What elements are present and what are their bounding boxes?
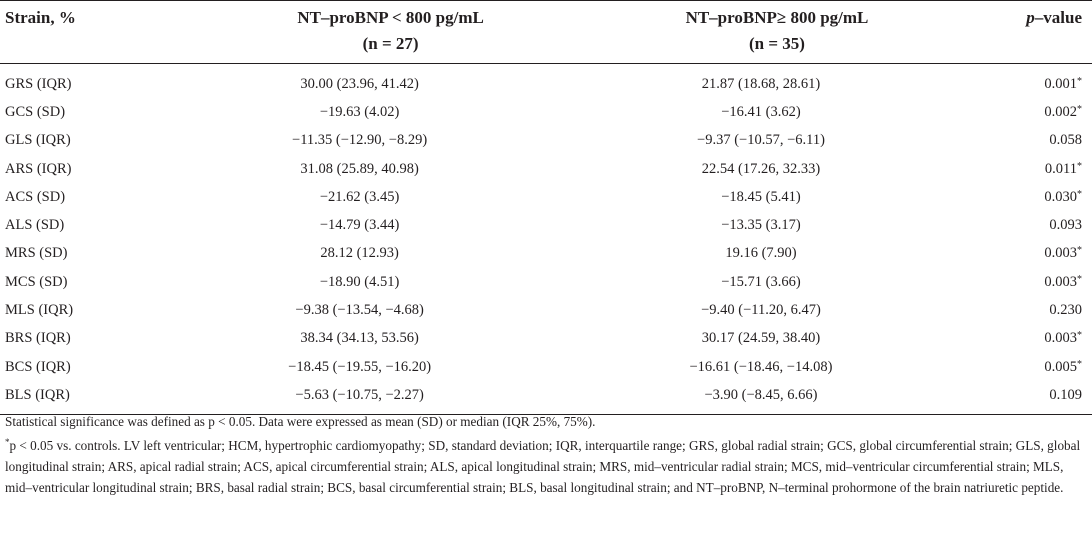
group-low-cell: −18.90 (4.51) [319,273,400,290]
table-row [0,268,1092,296]
strain-cell: GRS (IQR) [5,75,72,92]
table-row [0,183,1092,211]
pvalue-cell [963,381,1092,414]
group-low-cell: 31.08 (25.89, 40.98) [300,160,419,177]
group-low-cell: −18.45 (−19.55, −16.20) [288,358,432,375]
group-low-cell: −14.79 (3.44) [319,217,400,234]
pvalue-cell [963,64,1092,99]
significance-star: * [1077,160,1082,172]
table-row [0,296,1092,324]
table-row [0,64,1092,99]
group-high-cell: −3.90 (−8.45, 6.66) [591,381,962,414]
group-high-cell: −15.71 (3.66) [721,273,801,290]
pvalue-value: 0.003 [1044,245,1077,262]
pvalue-value: 0.230 [1049,302,1082,319]
strain-cell: BCS (IQR) [5,358,71,375]
pvalue-cell [963,183,1092,211]
header-row [0,1,1092,64]
group-low-cell: 30.00 (23.96, 41.42) [300,75,419,92]
header-group-high-n: (n = 35) [748,34,805,53]
header-pvalue-p: p [1026,8,1035,27]
table-row [0,127,1092,155]
pvalue-value: 0.002 [1044,103,1077,120]
group-high-cell: 19.16 (7.90) [725,245,797,262]
significance-star: * [1077,273,1082,285]
strain-cell: BLS (IQR) [0,381,190,414]
group-high-cell: −16.41 (3.62) [721,103,801,120]
group-low-cell: −21.62 (3.45) [319,188,400,205]
strain-cell: GLS (IQR) [5,132,71,149]
notes-footnote [5,432,1085,498]
table-row [0,325,1092,353]
strain-cell: BRS (IQR) [5,330,71,347]
pvalue-cell [963,98,1092,126]
pvalue-cell [963,155,1092,183]
strain-cell: GCS (SD) [5,103,66,120]
pvalue-cell [963,296,1092,324]
pvalue-cell [963,325,1092,353]
strain-cell: MLS (IQR) [5,302,74,319]
header-pvalue-rest: –value [1034,8,1082,27]
group-high-cell: −16.61 (−18.46, −14.08) [689,358,833,375]
pvalue-value: 0.109 [1049,386,1082,403]
table-row [0,211,1092,239]
significance-star: * [1077,75,1082,87]
table-body [0,64,1092,415]
table-row [0,381,1092,414]
header-group-high-title: NT–proBNP≥ 800 pg/mL [685,8,869,27]
strain-cell: ARS (IQR) [5,160,72,177]
pvalue-value: 0.001 [1044,75,1077,92]
pvalue-value: 0.093 [1049,217,1082,234]
group-high-cell: −13.35 (3.17) [721,217,801,234]
group-low-cell: 28.12 (12.93) [320,245,399,262]
significance-star: * [1077,245,1082,257]
significance-star: * [1077,330,1082,342]
pvalue-value: 0.003 [1044,330,1077,347]
notes-significance: Statistical significance was defined as p < 0.05. Data were expressed as mean (SD) or median (IQR 25%, 75%). [5,414,596,429]
pvalue-cell [963,211,1092,239]
pvalue-cell [963,353,1092,381]
table-row [0,353,1092,381]
group-high-cell: −9.40 (−11.20, 6.47) [701,302,821,319]
group-high-cell: 22.54 (17.26, 32.33) [701,160,821,177]
footnote-mark: * [5,437,10,447]
footnote-text: p < 0.05 vs. controls. LV left ventricular; HCM, hypertrophic cardiomyopathy; SD, standard deviation; IQR, interquartile range; GRS, global radial strain; GCS, global circumferential strain; GLS, global longitudinal strain; ARS, apical radial strain; ACS, apical circumferential strain; ALS, apical longitudinal strain; MRS, mid–ventricular radial strain; MCS, mid–ventricular circumferential strain; MLS, mid–ventricular longitudinal strain; BRS, basal radial strain; BCS, basal circumferential strain; BLS, basal longitudinal strain; and NT–proBNP, N–terminal prohormone of the brain natriuretic peptide. [5,438,1081,495]
header-group-low-title: NT–proBNP < 800 pg/mL [297,8,484,27]
group-high-cell: −9.37 (−10.57, −6.11) [697,132,825,149]
table-notes [5,411,1085,498]
strain-cell: ACS (SD) [5,188,66,205]
strain-cell: MRS (SD) [5,245,68,262]
header-group-low-n: (n = 27) [362,34,419,53]
pvalue-cell [963,127,1092,155]
significance-star: * [1077,188,1082,200]
group-low-cell: −5.63 (−10.75, −2.27) [190,381,591,414]
group-low-cell: −9.38 (−13.54, −4.68) [295,302,424,319]
group-high-cell: 21.87 (18.68, 28.61) [701,75,821,92]
table-row [0,240,1092,268]
strain-cell: ALS (SD) [5,217,65,234]
header-pvalue [963,1,1092,64]
table-header [0,1,1092,64]
table-row [0,98,1092,126]
header-group-high [591,1,962,64]
header-group-low [190,1,591,64]
group-low-cell: 38.34 (34.13, 53.56) [300,330,419,347]
pvalue-cell [963,240,1092,268]
strain-cell: MCS (SD) [5,273,68,290]
pvalue-value: 0.030 [1044,188,1077,205]
pvalue-value: 0.005 [1044,358,1077,375]
pvalue-cell [963,268,1092,296]
group-low-cell: −11.35 (−12.90, −8.29) [292,132,428,149]
significance-star: * [1077,103,1082,115]
significance-star: * [1077,358,1082,370]
group-high-cell: −18.45 (5.41) [721,188,801,205]
pvalue-value: 0.011 [1044,160,1077,177]
pvalue-value: 0.003 [1044,273,1077,290]
group-high-cell: 30.17 (24.59, 38.40) [701,330,821,347]
group-low-cell: −19.63 (4.02) [319,103,400,120]
header-strain: Strain, % [0,1,190,64]
table-row [0,155,1092,183]
pvalue-value: 0.058 [1049,132,1082,149]
